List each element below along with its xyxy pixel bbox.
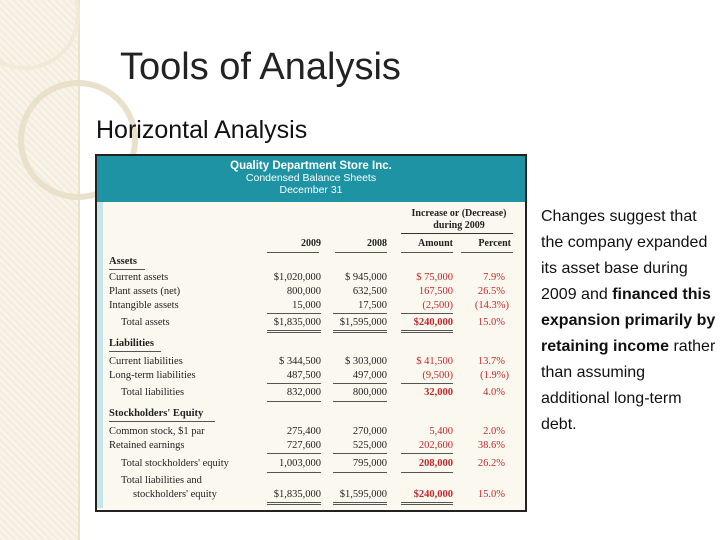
value-2008: 17,500 (358, 300, 387, 311)
subtotal-rule (333, 313, 387, 314)
subtotal-rule (267, 313, 321, 314)
subtotal-rule (333, 453, 387, 454)
value-amount: $ 41,500 (416, 356, 453, 367)
increase-label-line2: during 2009 (433, 220, 485, 231)
value-percent: 26.5% (477, 286, 505, 297)
row-label: Intangible assets (109, 300, 179, 311)
value-amount: $240,000 (413, 317, 453, 328)
section-assets: Assets (109, 256, 137, 267)
row-label: Total assets (121, 317, 170, 328)
commentary-part-1: Changes suggest that the company expanded its asset base during 2009 and (541, 208, 708, 303)
value-percent: 38.6% (477, 440, 505, 451)
balance-sheet-body (97, 202, 525, 508)
subtotal-rule (401, 313, 453, 314)
value-percent: 2.0% (483, 426, 505, 437)
section-equity: Stockholders' Equity (109, 408, 204, 419)
value-amount: 32,000 (424, 387, 453, 398)
company-name: Quality Department Store Inc. (230, 160, 392, 172)
increase-decrease-label (397, 208, 521, 232)
value-2009: 832,000 (286, 387, 321, 398)
header-rule (267, 252, 319, 253)
commentary-part-2: rather than assuming additional long-term debt. (541, 338, 716, 433)
value-2008: 525,000 (352, 440, 387, 451)
row-label: Retained earnings (109, 440, 185, 451)
section-liabilities: Liabilities (109, 338, 154, 349)
value-amount: 208,000 (418, 458, 453, 469)
statement-name: Condensed Balance Sheets (245, 172, 377, 184)
total-double-rule (401, 502, 453, 505)
subtotal-rule (267, 453, 321, 454)
value-2009: 1,003,000 (279, 458, 321, 469)
value-2009: $1,020,000 (273, 272, 321, 283)
column-header-amount: Amount (417, 238, 453, 249)
subtotal-rule (401, 472, 453, 473)
subtotal-rule (267, 472, 321, 473)
row-label: Current assets (109, 272, 169, 283)
value-2009: 487,500 (286, 370, 321, 381)
value-amount: 5,400 (429, 426, 453, 437)
value-amount: (2,500) (422, 300, 453, 311)
value-2008: $1,595,000 (339, 489, 387, 500)
total-double-rule (267, 330, 321, 333)
total-double-rule (333, 330, 387, 333)
row-label-continued: stockholders' equity (133, 489, 217, 500)
value-percent: 15.0% (477, 489, 505, 500)
column-header-2009: 2009 (301, 238, 321, 249)
value-2008: 270,000 (352, 426, 387, 437)
commentary-emphasis: financed this expansion primarily by retaining income (541, 286, 716, 355)
row-label: Plant assets (net) (109, 286, 181, 297)
value-2008: 497,000 (352, 370, 387, 381)
subtotal-rule (401, 383, 453, 384)
value-2008: 632,500 (352, 286, 387, 297)
value-2008: $1,595,000 (339, 317, 387, 328)
value-amount: 202,600 (418, 440, 453, 451)
total-double-rule (401, 330, 453, 333)
value-percent: 26.2% (477, 458, 505, 469)
balance-sheet-figure (95, 154, 527, 512)
value-amount: 167,500 (418, 286, 453, 297)
total-double-rule (267, 502, 321, 505)
header-rule (401, 252, 453, 253)
subtotal-rule (401, 453, 453, 454)
value-percent: 4.0% (483, 387, 505, 398)
row-label: Current liabilities (109, 356, 183, 367)
statement-date: December 31 (279, 184, 343, 196)
row-label: Long-term liabilities (109, 370, 196, 381)
slide-title: Tools of Analysis (120, 46, 401, 88)
value-amount: $ 75,000 (416, 272, 453, 283)
value-2008: 800,000 (352, 387, 387, 398)
value-amount: (9,500) (422, 370, 453, 381)
increase-decrease-rule (401, 233, 513, 234)
value-percent: 7.9% (483, 272, 505, 283)
subtotal-rule (333, 472, 387, 473)
row-label: Total stockholders' equity (121, 458, 229, 469)
value-2009: 800,000 (286, 286, 321, 297)
section-underline (109, 421, 215, 422)
value-2009: $1,835,000 (273, 489, 321, 500)
column-header-percent: Percent (478, 238, 511, 249)
value-2009: $ 344,500 (279, 356, 321, 367)
balance-sheet-header (97, 156, 525, 202)
column-header-2008: 2008 (367, 238, 387, 249)
value-percent: (1.9%) (480, 370, 509, 381)
subtotal-rule (267, 383, 321, 384)
increase-label-line1: Increase or (Decrease) (411, 208, 507, 219)
total-double-rule (333, 502, 387, 505)
figure-accent-strip (97, 202, 103, 508)
section-underline (109, 269, 145, 270)
value-2008: $ 945,000 (345, 272, 387, 283)
value-percent: (14.3%) (474, 300, 509, 311)
subtotal-rule (333, 383, 387, 384)
value-2009: 275,400 (286, 426, 321, 437)
subtotal-rule (267, 401, 321, 402)
row-label: Total liabilities (121, 387, 185, 398)
value-2008: 795,000 (352, 458, 387, 469)
value-2009: 15,000 (292, 300, 321, 311)
header-rule (335, 252, 387, 253)
row-label: Total liabilities and (121, 475, 202, 486)
commentary-text (541, 204, 717, 438)
value-2008: $ 303,000 (345, 356, 387, 367)
value-amount: $240,000 (413, 489, 453, 500)
value-2009: $1,835,000 (273, 317, 321, 328)
section-underline (109, 351, 161, 352)
value-percent: 15.0% (477, 317, 505, 328)
value-percent: 13.7% (477, 356, 505, 367)
row-label: Common stock, $1 par (109, 426, 205, 437)
slide-subtitle: Horizontal Analysis (96, 116, 308, 144)
header-rule (461, 252, 513, 253)
value-2009: 727,600 (286, 440, 321, 451)
subtotal-rule (333, 401, 387, 402)
